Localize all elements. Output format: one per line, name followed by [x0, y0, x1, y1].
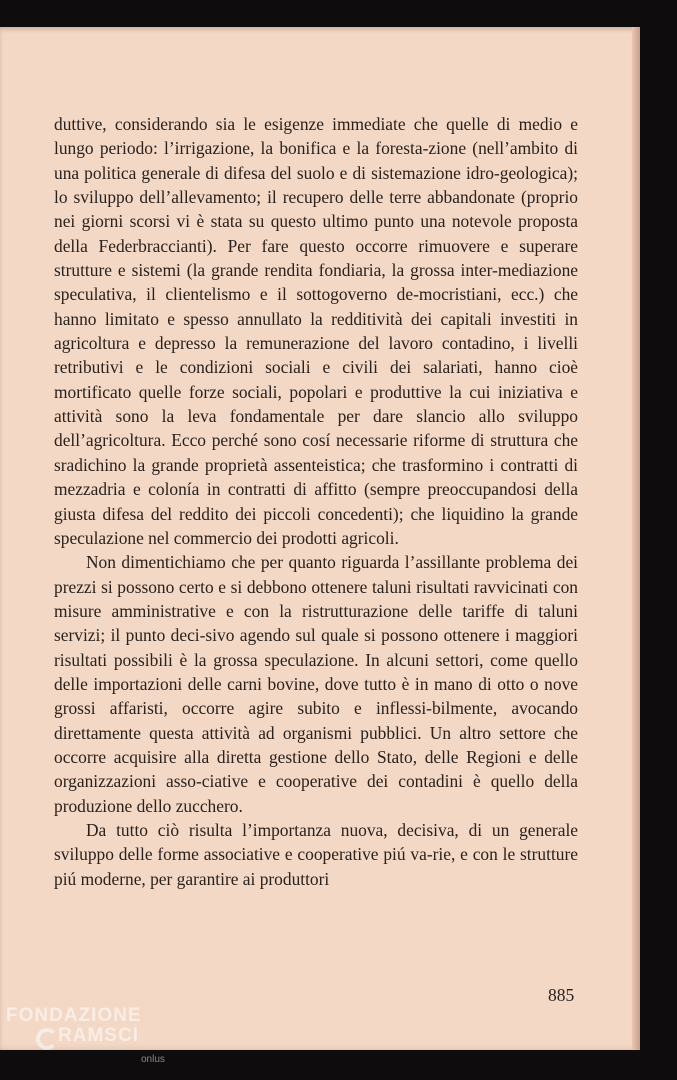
page-edge	[632, 27, 640, 1050]
paragraph-2: Non dimentichiamo che per quanto riguarda l’assillante problema dei prezzi si possono certo e si debbono ottenere taluni risultati ravvicinati con misure amministrative e con la ristrutturazione delle tariffe di taluni servizi; il punto deci-sivo agendo sul quale si possono ottenere i maggiori risultati possibili è la grossa speculazione. In alcuni settori, come quello delle importazioni delle carni bovine, dove tutto è in mano di otto o nove grossi affaristi, occorre agire subito e inflessi-bilmente, avocando direttamente questa attività ad organismi pubblici. Un altro settore che occorre acquisire alla diretta gestione dello Stato, delle Regioni e delle organizzazioni asso-ciative e cooperative dei contadini è quello della produzione dello zucchero.	[54, 552, 578, 816]
gramsci-g-icon	[36, 1028, 58, 1050]
watermark-line1: FONDAZIONE	[6, 1005, 142, 1026]
body-text	[54, 112, 578, 891]
watermark-line2: RAMSCI	[58, 1025, 139, 1046]
page-number: 885	[548, 985, 575, 1005]
watermark-suffix: onlus	[141, 1054, 165, 1065]
paragraph-1: duttive, considerando sia le esigenze immediate che quelle di medio e lungo periodo: l’irrigazione, la bonifica e la foresta-zione (nell’ambito di una politica generale di difesa del suolo e di sistemazione idro-geologica); lo sviluppo dell’allevamento; il recupero delle terre abbandonate (proprio nei giorni scorsi vi è stata su questo ultimo punto una notevole proposta della Federbraccianti). Per fare questo occorre rimuovere e superare strutture e sistemi (la grande rendita fondiaria, la grossa inter-mediazione speculativa, il clientelismo e il sottogoverno de-mocristiani, ecc.) che hanno limitato e spesso annullato la redditività dei capitali investiti in agricoltura e depresso la remunerazione del lavoro contadino, i livelli retributivi e le condizioni sociali e civili dei salariati, hanno cioè mortificato quelle forze sociali, popolari e produttive la cui iniziativa e attività sono la leva fondamentale per dare slancio allo sviluppo dell’agricoltura. Ecco perché sono cosí necessarie riforme di struttura che sradichino la grande proprietà assenteistica; che trasformino i contratti di mezzadria e colonía in contratti di affitto (sempre preoccupandosi della giusta difesa del reddito dei piccoli concedenti); che liquidino la grande speculazione nel commercio dei prodotti agricoli.	[54, 114, 578, 548]
paragraph-3: Da tutto ciò risulta l’importanza nuova, decisiva, di un generale sviluppo delle forme associative e cooperative piú va-rie, e con le strutture piú moderne, per garantire ai produttori	[54, 819, 578, 889]
fondazione-gramsci-watermark	[6, 1005, 165, 1065]
